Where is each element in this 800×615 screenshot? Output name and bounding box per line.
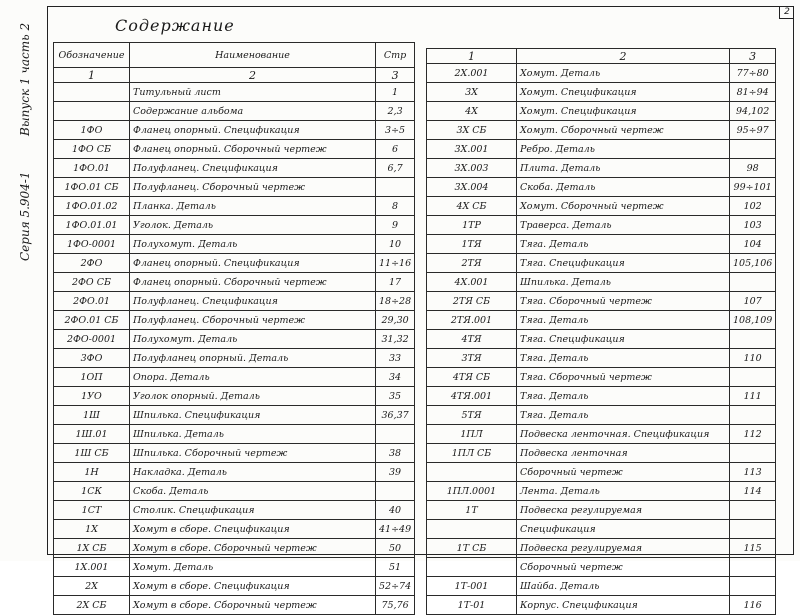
row-page: 104: [730, 235, 776, 254]
row-designation: 1ПЛ СБ: [427, 444, 517, 463]
row-name: Уголок опорный. Деталь: [130, 387, 376, 406]
table-row: [54, 330, 415, 349]
row-name: Шайба. Деталь: [517, 577, 730, 596]
col-number: 3: [730, 49, 776, 64]
row-designation: 1УО: [54, 387, 130, 406]
row-designation: 5ТЯ: [427, 406, 517, 425]
row-designation: 4ТЯ.001: [427, 387, 517, 406]
row-page: [376, 482, 415, 501]
row-designation: 1Ш СБ: [54, 444, 130, 463]
row-name: Скоба. Деталь: [130, 482, 376, 501]
row-designation: 1ФО.01 СБ: [54, 178, 130, 197]
contents-table-right: [426, 48, 776, 615]
table-row: [54, 387, 415, 406]
row-name: Хомут. Сборочный чертеж: [517, 121, 730, 140]
table-row: [427, 311, 776, 330]
table-row: [54, 235, 415, 254]
row-designation: 1ПЛ.0001: [427, 482, 517, 501]
page-title: Содержание: [115, 16, 235, 35]
row-page: 113: [730, 463, 776, 482]
row-page: 115: [730, 539, 776, 558]
row-page: 50: [376, 539, 415, 558]
row-name: Шпилька. Сборочный чертеж: [130, 444, 376, 463]
table-row: [427, 539, 776, 558]
row-designation: 2ФО: [54, 254, 130, 273]
row-page: [730, 444, 776, 463]
table-row: [54, 140, 415, 159]
row-designation: 1ФО-0001: [54, 235, 130, 254]
col-number: 1: [427, 49, 517, 64]
row-designation: 3ФО: [54, 349, 130, 368]
table-row: [427, 482, 776, 501]
row-designation: 1СК: [54, 482, 130, 501]
row-page: 41÷49: [376, 520, 415, 539]
row-name: Тяга. Деталь: [517, 235, 730, 254]
table-row: [54, 520, 415, 539]
contents-table-left: [53, 42, 415, 615]
col-number: 2: [517, 49, 730, 64]
row-name: Содержание альбома: [130, 102, 376, 121]
row-page: 6: [376, 140, 415, 159]
row-designation: 1Ш: [54, 406, 130, 425]
row-page: 108,109: [730, 311, 776, 330]
row-name: Уголок. Деталь: [130, 216, 376, 235]
table-row: [427, 425, 776, 444]
row-designation: 1Т-01: [427, 596, 517, 615]
row-name: Хомут в сборе. Спецификация: [130, 520, 376, 539]
table-row: [54, 444, 415, 463]
table-row: [54, 311, 415, 330]
table-row: [427, 83, 776, 102]
row-name: Планка. Деталь: [130, 197, 376, 216]
row-page: 38: [376, 444, 415, 463]
row-page: 75,76: [376, 596, 415, 615]
table-row: [427, 501, 776, 520]
row-designation: [427, 520, 517, 539]
table-row: [54, 159, 415, 178]
row-name: Подвеска ленточная: [517, 444, 730, 463]
row-name: Шпилька. Деталь: [130, 425, 376, 444]
row-designation: 2ФО-0001: [54, 330, 130, 349]
table-row: [54, 197, 415, 216]
row-page: 8: [376, 197, 415, 216]
row-designation: 2Х.001: [427, 64, 517, 83]
row-name: Тяга. Деталь: [517, 387, 730, 406]
row-page: 107: [730, 292, 776, 311]
row-name: Полуфланец. Спецификация: [130, 292, 376, 311]
col-number: 2: [130, 68, 376, 83]
table-row: [54, 178, 415, 197]
table-row: [54, 406, 415, 425]
row-designation: 2Х СБ: [54, 596, 130, 615]
table-row: [54, 368, 415, 387]
row-page: 99÷101: [730, 178, 776, 197]
row-page: 110: [730, 349, 776, 368]
row-designation: 1ТЯ: [427, 235, 517, 254]
row-designation: 1Т-001: [427, 577, 517, 596]
row-name: Хомут. Спецификация: [517, 83, 730, 102]
row-page: [730, 558, 776, 577]
row-page: [730, 406, 776, 425]
row-page: [730, 273, 776, 292]
row-page: [376, 425, 415, 444]
row-designation: 1Х СБ: [54, 539, 130, 558]
row-page: 114: [730, 482, 776, 501]
row-page: 95÷97: [730, 121, 776, 140]
row-designation: 2ФО.01 СБ: [54, 311, 130, 330]
row-name: Подвеска ленточная. Спецификация: [517, 425, 730, 444]
row-designation: [54, 102, 130, 121]
row-name: Полуфланец. Сборочный чертеж: [130, 311, 376, 330]
row-page: 51: [376, 558, 415, 577]
row-name: Фланец опорный. Спецификация: [130, 121, 376, 140]
table-row: [54, 539, 415, 558]
row-designation: 1Ш.01: [54, 425, 130, 444]
row-name: Тяга. Сборочный чертеж: [517, 292, 730, 311]
row-name: Полухомут. Деталь: [130, 330, 376, 349]
row-name: Тяга. Деталь: [517, 406, 730, 425]
row-designation: 1ФО.01: [54, 159, 130, 178]
row-page: 40: [376, 501, 415, 520]
col-header-page: Стр: [376, 43, 415, 68]
row-name: Подвеска регулируемая: [517, 539, 730, 558]
table-row: [427, 596, 776, 615]
row-name: Ребро. Деталь: [517, 140, 730, 159]
row-designation: 2ТЯ СБ: [427, 292, 517, 311]
row-page: 35: [376, 387, 415, 406]
table-row: [427, 121, 776, 140]
row-name: Хомут. Деталь: [130, 558, 376, 577]
row-name: Подвеска регулируемая: [517, 501, 730, 520]
row-designation: 2ФО.01: [54, 292, 130, 311]
table-row: [54, 349, 415, 368]
row-designation: [427, 558, 517, 577]
row-name: Хомут. Деталь: [517, 64, 730, 83]
row-name: Траверса. Деталь: [517, 216, 730, 235]
row-name: Тяга. Деталь: [517, 349, 730, 368]
row-name: Накладка. Деталь: [130, 463, 376, 482]
table-row: [427, 140, 776, 159]
row-page: 112: [730, 425, 776, 444]
col-header-name: Наименование: [130, 43, 376, 68]
row-page: 105,106: [730, 254, 776, 273]
row-name: Фланец опорный. Сборочный чертеж: [130, 140, 376, 159]
col-number: 3: [376, 68, 415, 83]
row-name: Тяга. Деталь: [517, 311, 730, 330]
table-row: [427, 463, 776, 482]
row-designation: 1ФО.01.02: [54, 197, 130, 216]
table-row: [54, 254, 415, 273]
row-page: [730, 140, 776, 159]
table-row: [427, 387, 776, 406]
row-designation: 3Х.003: [427, 159, 517, 178]
row-page: 94,102: [730, 102, 776, 121]
row-name: Спецификация: [517, 520, 730, 539]
row-name: Тяга. Спецификация: [517, 254, 730, 273]
row-designation: 1СТ: [54, 501, 130, 520]
row-page: [376, 178, 415, 197]
row-page: [730, 520, 776, 539]
row-designation: 3Х: [427, 83, 517, 102]
row-name: Хомут в сборе. Спецификация: [130, 577, 376, 596]
row-designation: 4Х: [427, 102, 517, 121]
table-row: [427, 406, 776, 425]
row-page: 31,32: [376, 330, 415, 349]
row-page: 18÷28: [376, 292, 415, 311]
row-page: 2,3: [376, 102, 415, 121]
row-name: Хомут в сборе. Сборочный чертеж: [130, 596, 376, 615]
table-row: [54, 501, 415, 520]
issue-label: Выпуск 1 часть 2: [18, 22, 32, 136]
row-designation: 1Х.001: [54, 558, 130, 577]
row-designation: 1ОП: [54, 368, 130, 387]
row-designation: 1Т: [427, 501, 517, 520]
table-row: [427, 197, 776, 216]
table-row: [54, 102, 415, 121]
row-page: 9: [376, 216, 415, 235]
table-row: [427, 216, 776, 235]
page-number: 2: [779, 6, 794, 19]
row-designation: 2ФО СБ: [54, 273, 130, 292]
row-designation: 1ФО: [54, 121, 130, 140]
row-page: 36,37: [376, 406, 415, 425]
row-name: Лента. Деталь: [517, 482, 730, 501]
col-number: 1: [54, 68, 130, 83]
row-name: Сборочный чертеж: [517, 463, 730, 482]
table-row: [54, 577, 415, 596]
row-designation: 2ТЯ: [427, 254, 517, 273]
row-designation: 1Н: [54, 463, 130, 482]
row-name: Тяга. Сборочный чертеж: [517, 368, 730, 387]
table-row: [54, 463, 415, 482]
row-page: [730, 330, 776, 349]
row-name: Опора. Деталь: [130, 368, 376, 387]
row-name: Плита. Деталь: [517, 159, 730, 178]
table-row: [427, 558, 776, 577]
table-row: [54, 83, 415, 102]
row-page: 102: [730, 197, 776, 216]
row-page: 17: [376, 273, 415, 292]
table-row: [54, 121, 415, 140]
table-row: [427, 349, 776, 368]
row-page: 52÷74: [376, 577, 415, 596]
row-page: 33: [376, 349, 415, 368]
table-row: [54, 558, 415, 577]
row-designation: 4Х СБ: [427, 197, 517, 216]
row-page: [730, 501, 776, 520]
row-page: 34: [376, 368, 415, 387]
row-name: Корпус. Спецификация: [517, 596, 730, 615]
row-page: 3÷5: [376, 121, 415, 140]
row-name: Хомут. Спецификация: [517, 102, 730, 121]
row-page: [730, 577, 776, 596]
row-designation: 1ТР: [427, 216, 517, 235]
row-designation: 2Х: [54, 577, 130, 596]
table-row: [427, 368, 776, 387]
row-designation: [54, 83, 130, 102]
table-row: [427, 520, 776, 539]
table-row: [427, 330, 776, 349]
row-name: Сборочный чертеж: [517, 558, 730, 577]
row-name: Фланец опорный. Сборочный чертеж: [130, 273, 376, 292]
row-designation: 1ФО СБ: [54, 140, 130, 159]
row-page: 111: [730, 387, 776, 406]
row-page: 1: [376, 83, 415, 102]
row-page: 81÷94: [730, 83, 776, 102]
row-designation: 1ФО.01.01: [54, 216, 130, 235]
row-designation: 4ТЯ СБ: [427, 368, 517, 387]
table-row: [54, 216, 415, 235]
row-designation: 3Х.001: [427, 140, 517, 159]
row-name: Тяга. Спецификация: [517, 330, 730, 349]
row-designation: 2ТЯ.001: [427, 311, 517, 330]
table-row: [54, 596, 415, 615]
table-row: [427, 444, 776, 463]
row-designation: 3ТЯ: [427, 349, 517, 368]
row-name: Хомут в сборе. Сборочный чертеж: [130, 539, 376, 558]
row-name: Полухомут. Деталь: [130, 235, 376, 254]
table-row: [427, 292, 776, 311]
table-row: [427, 235, 776, 254]
row-page: 103: [730, 216, 776, 235]
table-row: [427, 178, 776, 197]
row-designation: 1Х: [54, 520, 130, 539]
row-designation: 1ПЛ: [427, 425, 517, 444]
row-designation: 3Х.004: [427, 178, 517, 197]
side-stamp: [2, 6, 44, 555]
table-row: [427, 273, 776, 292]
row-name: Полуфланец. Спецификация: [130, 159, 376, 178]
row-page: 11÷16: [376, 254, 415, 273]
table-row: [54, 425, 415, 444]
row-designation: 4ТЯ: [427, 330, 517, 349]
row-designation: 3Х СБ: [427, 121, 517, 140]
table-row: [427, 64, 776, 83]
row-designation: 1Т СБ: [427, 539, 517, 558]
row-name: Шпилька. Спецификация: [130, 406, 376, 425]
table-row: [427, 159, 776, 178]
row-name: Фланец опорный. Спецификация: [130, 254, 376, 273]
row-name: Столик. Спецификация: [130, 501, 376, 520]
col-header-designation: Обозначение: [54, 43, 130, 68]
table-row: [427, 577, 776, 596]
row-name: Хомут. Сборочный чертеж: [517, 197, 730, 216]
row-page: 77÷80: [730, 64, 776, 83]
table-row: [54, 292, 415, 311]
table-row: [427, 254, 776, 273]
row-page: 98: [730, 159, 776, 178]
row-page: 10: [376, 235, 415, 254]
table-row: [427, 102, 776, 121]
row-name: Скоба. Деталь: [517, 178, 730, 197]
row-page: 6,7: [376, 159, 415, 178]
row-page: [730, 368, 776, 387]
row-designation: [427, 463, 517, 482]
row-designation: 4Х.001: [427, 273, 517, 292]
table-row: [54, 273, 415, 292]
row-page: 116: [730, 596, 776, 615]
row-name: Полуфланец. Сборочный чертеж: [130, 178, 376, 197]
table-row: [54, 482, 415, 501]
row-page: 39: [376, 463, 415, 482]
row-page: 29,30: [376, 311, 415, 330]
row-name: Полуфланец опорный. Деталь: [130, 349, 376, 368]
row-name: Титульный лист: [130, 83, 376, 102]
series-label: Серия 5.904-1: [18, 171, 32, 261]
row-name: Шпилька. Деталь: [517, 273, 730, 292]
